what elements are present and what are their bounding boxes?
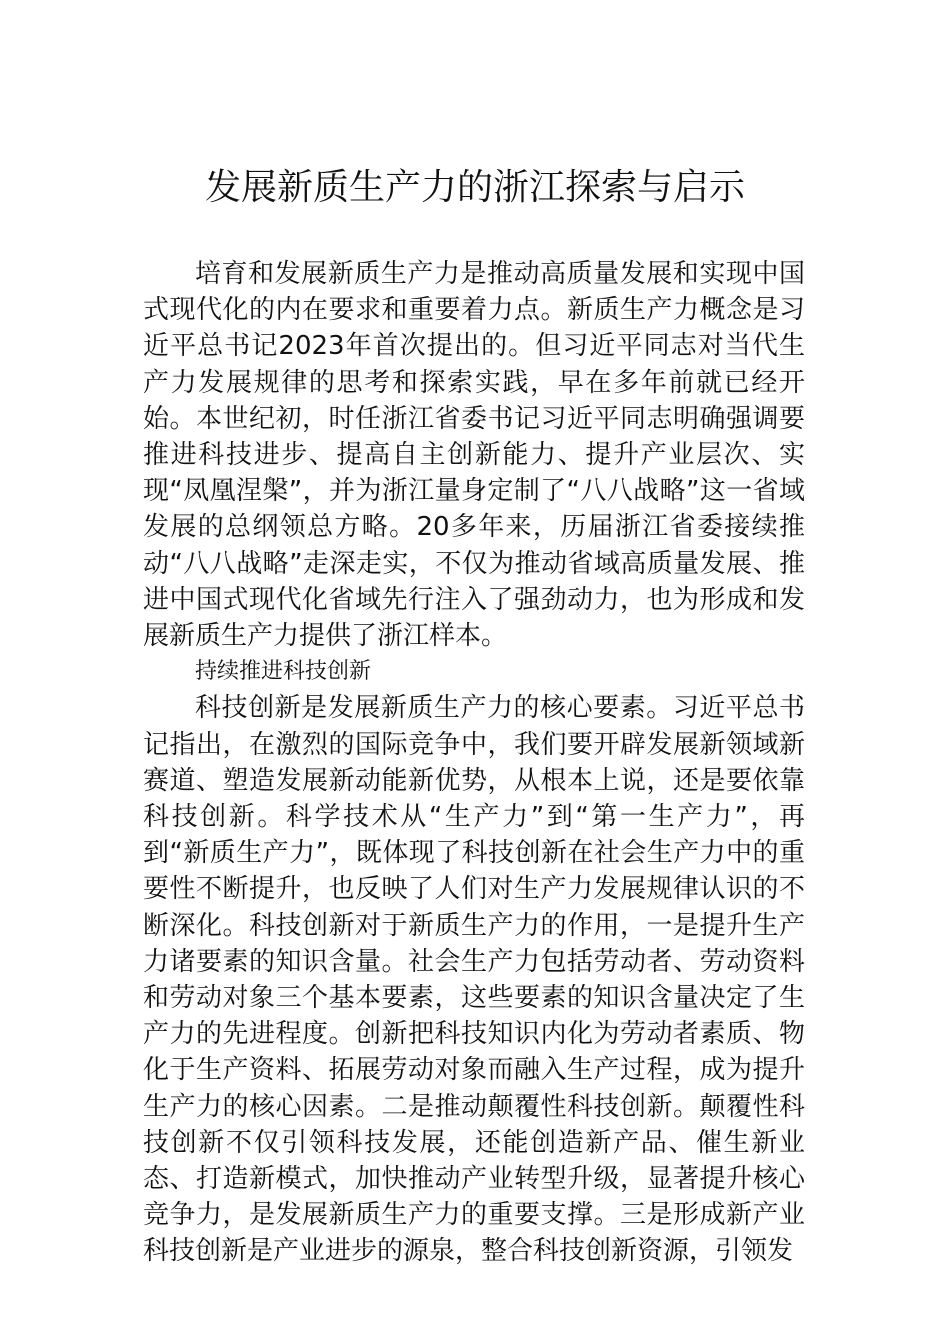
section-paragraph: 科技创新是发展新质生产力的核心要素。习近平总书记指出，在激烈的国际竞争中，我们要开辟发展新领域新赛道、塑造发展新动能新优势，从根本上说，还是要依靠科技创新。科学技术从“生产力”到“第一生产力”，再到“新质生产力”，既体现了科技创新在社会生产力中的重要性不断提升，也反映了人们对生产力发展规律认识的不断深化。科技创新对于新质生产力的作用，一是提升生产力诸要素的知识含量。社会生产力包括劳动者、劳动资料和劳动对象三个基本要素，这些要素的知识含量决定了生产力的先进程度。创新把科技知识内化为劳动者素质、物化于生产资料、拓展劳动对象而融入生产过程，成为提升生产力的核心因素。二是推动颠覆性科技创新。颠覆性科技创新不仅引领科技发展，还能创造新产品、催生新业态、打造新模式，加快推动产业转型升级，显著提升核心竞争力，是发展新质生产力的重要支撑。三是形成新产业科技创新是产业进步的源泉，整合科技创新资源，引领发 <box>143 693 805 1267</box>
section-heading: 持续推进科技创新 <box>195 659 372 685</box>
intro-paragraph: 培育和发展新质生产力是推动高质量发展和实现中国式现代化的内在要求和重要着力点。新质生产力概念是习近平总书记2023年首次提出的。但习近平同志对当代生产力发展规律的思考和探索实践，早在多年前就已经开始。本世纪初，时任浙江省委书记习近平同志明确强调要推进科技进步、提高自主创新能力、提升产业层次、实现“凤凰涅槃”，并为浙江量身定制了“八八战略”这一省域发展的总纲领总方略。20多年来，历届浙江省委接续推动“八八战略”走深走实，不仅为推动省域高质量发展、推进中国式现代化省域先行注入了强劲动力，也为形成和发展新质生产力提供了浙江样本。 <box>143 259 805 652</box>
document-body <box>143 256 805 1270</box>
document-title: 发展新质生产力的浙江探索与启示 <box>204 167 745 208</box>
